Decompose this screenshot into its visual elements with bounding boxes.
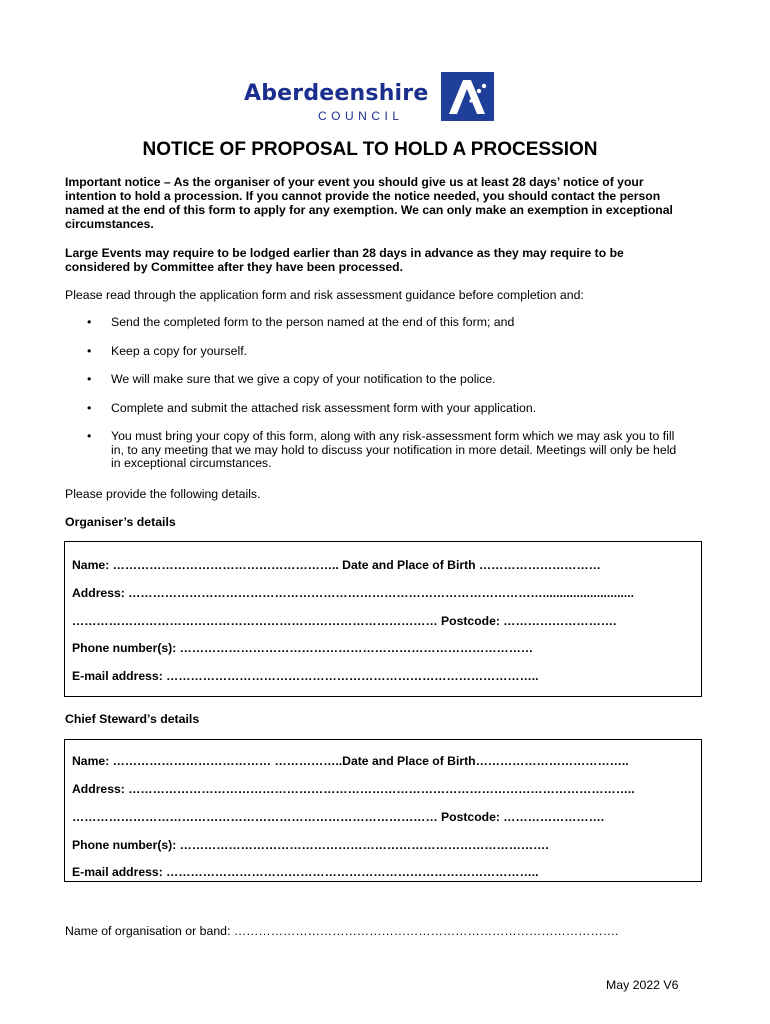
list-item: • We will make sure that we give a copy of your notification to the police. [65, 373, 680, 387]
organiser-address-field[interactable]: Address: …………………………………………………………………………………………........................... [72, 586, 635, 600]
council-logo-icon [441, 72, 494, 121]
intro-text: Please read through the application form and risk assessment guidance before completion and: [65, 288, 584, 302]
council-logo-name: Aberdeenshire [244, 81, 429, 106]
organiser-details-box [64, 541, 702, 697]
instruction-list [65, 316, 680, 486]
council-logo-subtitle: COUNCIL [318, 109, 404, 123]
version-label: May 2022 V6 [606, 978, 679, 992]
page-title: NOTICE OF PROPOSAL TO HOLD A PROCESSION [142, 139, 598, 160]
steward-details-box [64, 739, 702, 882]
list-item: • Keep a copy for yourself. [65, 345, 680, 359]
organiser-phone-field[interactable]: Phone number(s): …………………………………………………………………………… [72, 641, 534, 655]
organiser-name-field[interactable]: Name: ……………………………………………….. Date and Place of Birth ………………………… [72, 558, 601, 572]
list-item: • Complete and submit the attached risk assessment form with your application. [65, 402, 680, 416]
organiser-heading: Organiser’s details [65, 515, 176, 529]
steward-name-field[interactable]: Name: ………………………………… ……………..Date and Place of Birth……………………………….. [72, 754, 629, 768]
steward-email-field[interactable]: E-mail address: ……………………………………………………………………………….. [72, 865, 539, 879]
large-events-notice: Large Events may require to be lodged earlier than 28 days in advance as they may require to be considered by Committee after they have been processed. [65, 246, 624, 274]
provide-details-text: Please provide the following details. [65, 487, 261, 501]
steward-postcode-field[interactable]: ……………………………………………………………………………… Postcode: ……………………. [72, 810, 605, 824]
list-item: • Send the completed form to the person named at the end of this form; and [65, 316, 680, 330]
organiser-postcode-field[interactable]: ……………………………………………………………………………… Postcode: ………………………. [72, 614, 617, 628]
steward-phone-field[interactable]: Phone number(s): ………………………………………………………………………………. [72, 838, 549, 852]
steward-heading: Chief Steward’s details [65, 712, 200, 726]
organiser-email-field[interactable]: E-mail address: ……………………………………………………………………………….. [72, 669, 539, 683]
important-notice: Important notice – As the organiser of your event you should give us at least 28 days’ notice of your intention to hold a procession. If you cannot provide the notice needed, you should contact the person named at the end of this form to apply for any exemption. We can only make an exemption in exceptional circumstances. [65, 175, 673, 231]
list-item: • You must bring your copy of this form, along with any risk-assessment form which we may ask you to fill in, to any meeting that we may hold to discuss your notification in more detail. Meetings will only be held in exceptional circumstances. [65, 430, 680, 471]
steward-address-field[interactable]: Address: …………………………………………………………………………………………………………….. [72, 782, 635, 796]
organisation-name-field[interactable]: Name of organisation or band: …………………………………………………………………………………. [65, 924, 619, 938]
